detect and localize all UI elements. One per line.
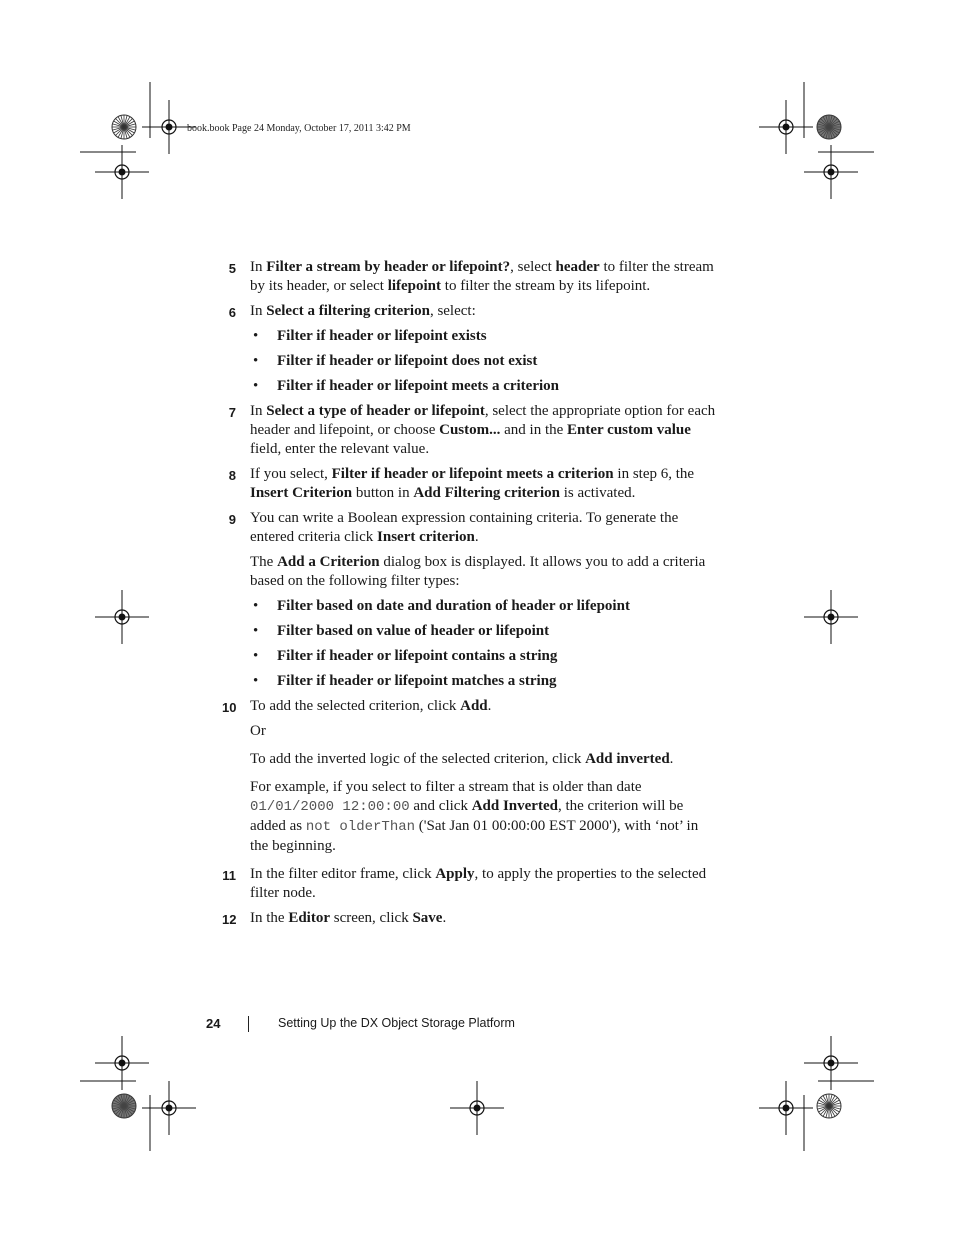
list-item: • Filter if header or lifepoint does not exist — [250, 352, 717, 371]
step-7: 7 In Select a type of header or lifepoint, select the appropriate option for each header and lifepoint, or choose Custom... and in the Enter custom value field, enter the relevant value. — [222, 402, 717, 459]
step-10: 10 To add the selected criterion, click Add. — [222, 698, 492, 715]
step-number: 9 — [228, 512, 236, 527]
color-wheel-icon — [112, 115, 136, 139]
color-wheel-icon — [817, 115, 841, 139]
step-9: 9 You can write a Boolean expression containing criteria. To generate the entered criteria click Insert criterion. — [222, 509, 717, 547]
step-number: 11 — [222, 868, 236, 883]
add-criterion-description: The Add a Criterion dialog box is displayed. It allows you to add a criteria based on the following filter types: — [250, 554, 706, 589]
chapter-title: Setting Up the DX Object Storage Platform — [278, 1016, 515, 1030]
page-body — [222, 258, 717, 934]
registration-target-icon — [804, 590, 858, 644]
or-text: Or — [250, 723, 266, 739]
step-number: 12 — [222, 912, 237, 927]
step-11: 11 In the filter editor frame, click Apply, to apply the properties to the selected filter node. — [222, 866, 707, 901]
list-item: • Filter based on value of header or lifepoint — [250, 622, 717, 641]
step-number: 7 — [228, 405, 236, 420]
example-paragraph: For example, if you select to filter a stream that is older than date 01/01/2000 12:00:00 and click Add Inverted, the criterion will be added as not olderThan ('Sat Jan 01 00:00:00 EST 2000'), with ‘not’ in the beginning. — [250, 779, 699, 854]
list-item: • Filter based on date and duration of header or lifepoint — [250, 597, 717, 616]
print-slug: book.book Page 24 Monday, October 17, 2011 3:42 PM — [187, 123, 411, 134]
code-date: 01/01/2000 12:00:00 — [250, 799, 410, 815]
registration-target-icon — [95, 145, 149, 199]
registration-target-icon — [804, 1036, 858, 1090]
list-item: • Filter if header or lifepoint exists — [250, 327, 717, 346]
registration-target-icon — [95, 590, 149, 644]
registration-target-icon — [95, 1036, 149, 1090]
registration-target-icon — [804, 145, 858, 199]
code-expression: not olderThan — [305, 819, 416, 835]
add-inverted-paragraph: To add the inverted logic of the selected criterion, click Add inverted. — [250, 751, 674, 767]
list-item: • Filter if header or lifepoint matches a string — [250, 672, 717, 691]
page-number: 24 — [206, 1016, 221, 1031]
step-6: 6 In Select a filtering criterion, select: — [222, 302, 717, 321]
registration-target-icon — [450, 1081, 504, 1135]
filter-type-list — [222, 597, 717, 691]
step-number: 8 — [228, 468, 236, 483]
step-12: 12 In the Editor screen, click Save. — [222, 910, 447, 927]
list-item: • Filter if header or lifepoint meets a criterion — [250, 377, 717, 396]
step-number: 5 — [228, 261, 236, 276]
list-item: • Filter if header or lifepoint contains a string — [250, 647, 717, 666]
registration-target-icon — [759, 100, 813, 154]
step-number: 10 — [222, 700, 237, 715]
registration-target-icon — [759, 1081, 813, 1135]
filter-criterion-options — [222, 327, 717, 396]
color-wheel-icon — [817, 1094, 841, 1118]
step-8: 8 If you select, Filter if header or lifepoint meets a criterion in step 6, the Insert Criterion button in Add Filtering criterion is activated. — [222, 465, 717, 503]
step-number: 6 — [228, 305, 236, 320]
color-wheel-icon — [112, 1094, 136, 1118]
step-5: 5 In Filter a stream by header or lifepoint?, select header to filter the stream by its header, or select lifepoint to filter the stream by its lifepoint. — [222, 258, 717, 296]
footer-divider — [248, 1016, 249, 1032]
